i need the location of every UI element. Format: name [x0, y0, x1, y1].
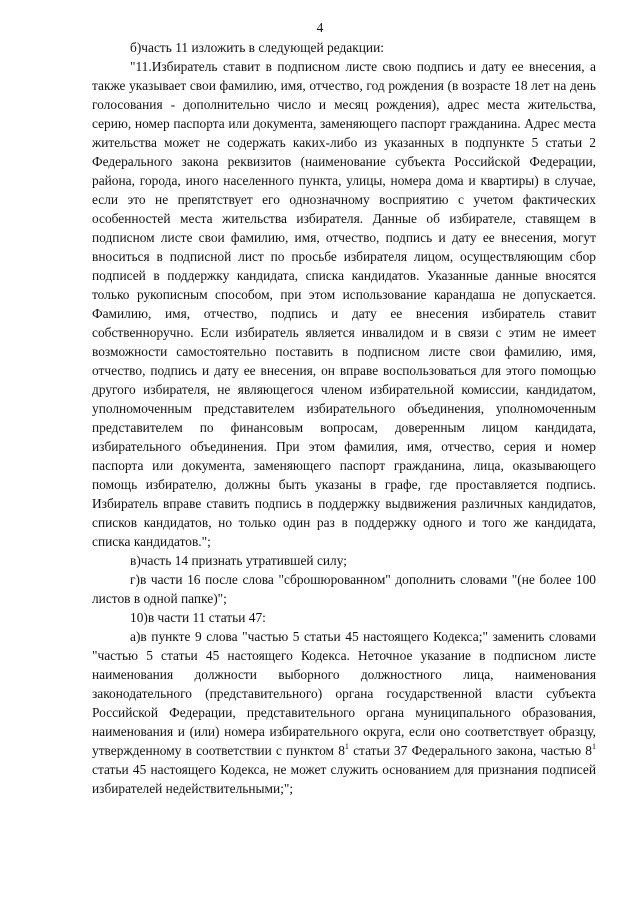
- document-body: [92, 38, 596, 798]
- paragraph-article-11: "11.Избиратель ставит в подписном листе свою подпись и дату ее внесения, а также указывает свои фамилию, имя, отчество, год рождения (в возрасте 18 лет на день голосования - дополнительно число и месяц рождения), адрес места жительства, серию, номер паспорта или документа, заменяющего паспорт гражданина. Адрес места жительства может не содержать каких-либо из указанных в подпункте 5 статьи 2 Федерального закона реквизитов (наименование субъекта Российской Федерации, района, города, иного населенного пункта, улицы, номера дома и квартиры) в случае, если это не препятствует его однозначному восприятию с учетом фактических особенностей места жительства избирателя. Данные об избирателе, ставящем в подписном листе свои фамилию, имя, отчество, подпись и дату ее внесения, могут вноситься в подписной лист по просьбе избирателя лицом, осуществляющим сбор подписей в поддержку кандидата, списка кандидатов. Указанные данные вносятся только рукописным способом, при этом использование карандаша не допускается. Фамилию, имя, отчество, подпись и дату ее внесения избиратель ставит собственноручно. Если избиратель является инвалидом и в связи с этим не имеет возможности самостоятельно поставить в подписном листе свои фамилию, имя, отчество, подпись и дату ее внесения, он вправе воспользоваться для этого помощью другого избирателя, не являющегося членом избирательной комиссии, кандидатом, уполномоченным представителем избирательного объединения, уполномоченным представителем по финансовым вопросам, доверенным лицом кандидата, избирательного объединения. При этом фамилия, имя, отчество, серия и номер паспорта или документа, заменяющего паспорт гражданина, лица, оказывающего помощь избирателю, должны быть указаны в графе, где проставляется подпись. Избиратель вправе ставить подпись в поддержку выдвижения различных кандидатов, списков кандидатов, но только один раз в поддержку одного и того же кандидата, списка кандидатов.";: [92, 59, 596, 549]
- paragraph-a-text: а)в пункте 9 слова "частью 5 статьи 45 настоящего Кодекса;" заменить словами "частью 5 статьи 45 настоящего Кодекса. Неточное указание в подписном листе наименования должности выборного должностного лица, наименования законодательного (представительного) органа государственной власти субъекта Российской Федерации, представительного органа муниципального образования, наименования и (или) номера избирательного округа, если оно соответствует образцу, утвержденному в соответствии с пунктом 8: [92, 629, 596, 758]
- paragraph-b: б)часть 11 изложить в следующей редакции:: [130, 40, 384, 55]
- paragraph-item-10: 10)в части 11 статьи 47:: [130, 610, 266, 625]
- paragraph-a: [92, 627, 596, 798]
- paragraph-a-text-end: статьи 45 настоящего Кодекса, не может служить основанием для признания подписей избирателей недействительными;";: [92, 762, 596, 796]
- paragraph-v: в)часть 14 признать утратившей силу;: [130, 553, 347, 568]
- superscript: 1: [344, 742, 349, 751]
- paragraph-g: г)в части 16 после слова "сброшюрованном" дополнить словами "(не более 100 листов в одной папке)";: [92, 572, 596, 606]
- superscript: 1: [592, 742, 597, 751]
- paragraph-a-text-mid: статьи 37 Федерального закона, частью 8: [348, 743, 593, 758]
- page-number: 4: [316, 20, 324, 35]
